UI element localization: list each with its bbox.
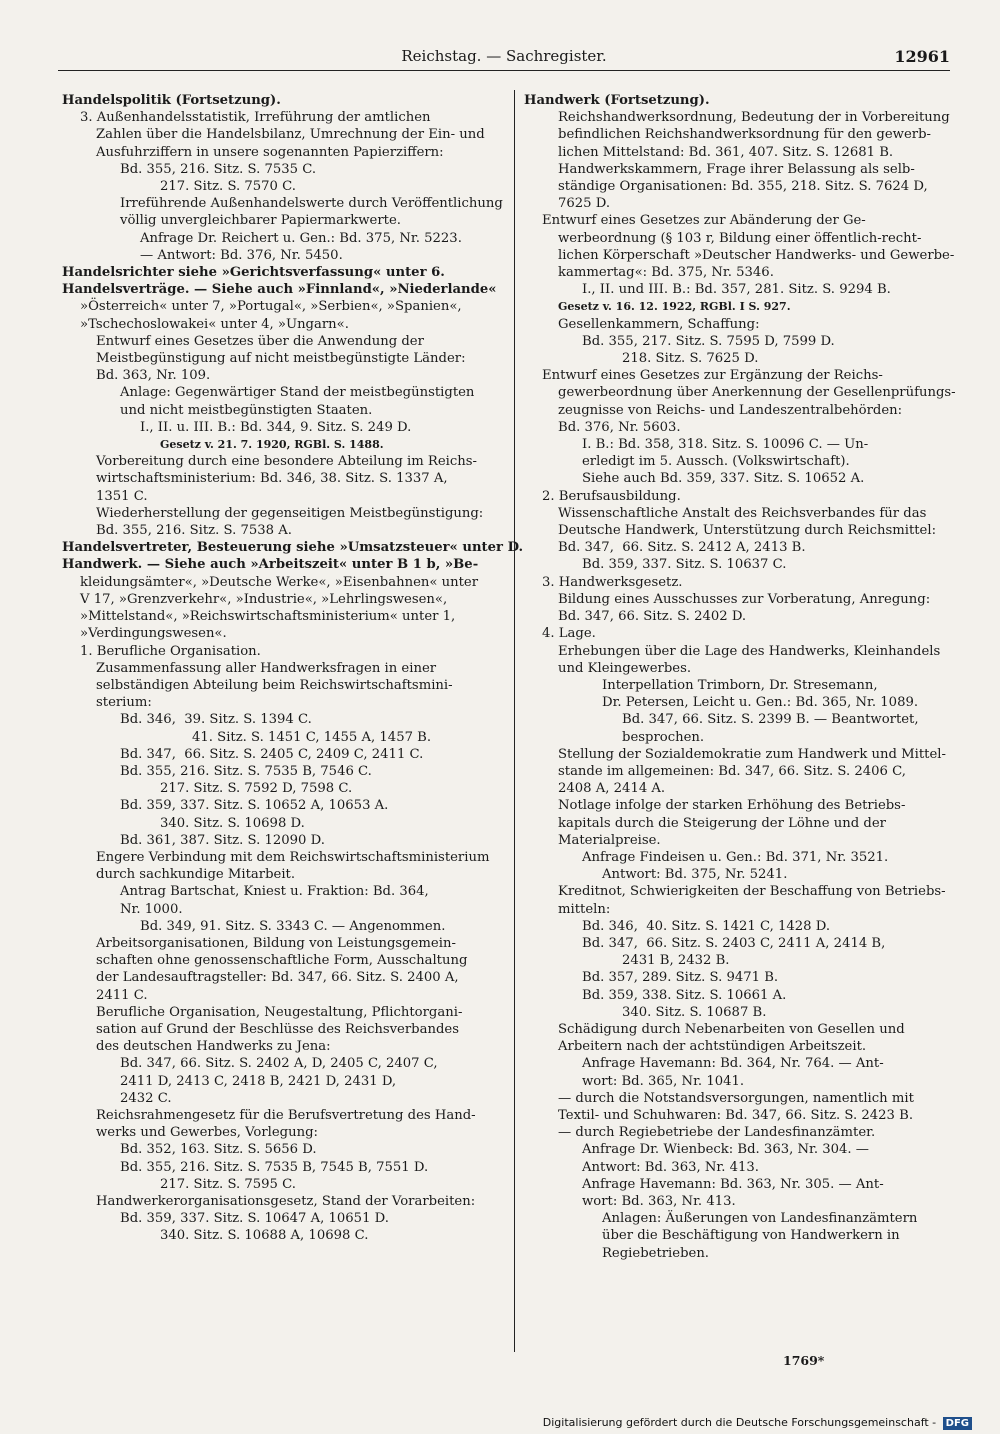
index-line: des deutschen Handwerks zu Jena:: [96, 1039, 331, 1055]
index-line: und Kleingewerbes.: [558, 660, 692, 676]
index-line: mitteln:: [558, 901, 611, 917]
index-line: Meistbegünstigung auf nicht meistbegünstigte Länder:: [96, 351, 466, 367]
index-line: — durch die Notstandsversorgungen, namentlich mit: [558, 1090, 914, 1106]
index-line: Bd. 347, 66. Sitz. S. 2412 A, 2413 B.: [558, 540, 806, 556]
law-citation: Gesetz v. 21. 7. 1920, RGBl. S. 1488.: [160, 438, 384, 452]
index-line: sation auf Grund der Beschlüsse des Reichsverbandes: [96, 1021, 459, 1037]
index-line: 340. Sitz. S. 10688 A, 10698 C.: [160, 1228, 369, 1244]
page-number: 12961: [894, 47, 950, 66]
index-line: 2408 A, 2414 A.: [558, 781, 666, 797]
index-line: Bd. 359, 338. Sitz. S. 10661 A.: [582, 987, 787, 1003]
index-line: Stellung der Sozialdemokratie zum Handwerk und Mittel-: [558, 746, 946, 762]
index-line: Reichshandwerksordnung, Bedeutung der in Vorbereitung: [558, 110, 950, 126]
index-line: Irreführende Außenhandelswerte durch Veröffentlichung: [120, 196, 503, 212]
index-line: Deutsche Handwerk, Unterstützung durch Reichsmittel:: [558, 523, 937, 539]
index-line: zeugnisse von Reichs- und Landeszentralbehörden:: [558, 402, 903, 418]
index-line: sterium:: [96, 695, 152, 711]
index-line: Entwurf eines Gesetzes zur Ergänzung der Reichs-: [542, 368, 883, 384]
index-line: wirtschaftsministerium: Bd. 346, 38. Sitz. S. 1337 A,: [96, 471, 448, 487]
index-line: 3. Außenhandelsstatistik, Irreführung der amtlichen: [80, 110, 431, 126]
index-heading: Handelsrichter siehe »Gerichtsverfassung« unter 6.: [62, 265, 445, 281]
sheet-number: 1769*: [783, 1353, 825, 1368]
index-line: Anfrage Dr. Reichert u. Gen.: Bd. 375, Nr. 5223.: [140, 230, 462, 246]
index-line: Bildung eines Ausschusses zur Vorberatung, Anregung:: [558, 591, 931, 607]
index-line: »Österreich« unter 7, »Portugal«, »Serbien«, »Spanien«,: [80, 299, 462, 315]
index-line: — durch Regiebetriebe der Landesfinanzämter.: [558, 1125, 876, 1141]
index-line: Reichsrahmengesetz für die Berufsvertretung des Hand-: [96, 1107, 476, 1123]
dfg-logo: DFG: [943, 1417, 972, 1430]
law-citation: Gesetz v. 16. 12. 1922, RGBl. I S. 927.: [558, 300, 791, 314]
index-line: Dr. Petersen, Leicht u. Gen.: Bd. 365, Nr. 1089.: [602, 695, 919, 711]
index-heading: Handelspolitik (Fortsetzung).: [62, 93, 281, 108]
index-line: lichen Mittelstand: Bd. 361, 407. Sitz. S. 12681 B.: [558, 144, 894, 160]
index-line: Handwerkskammern, Frage ihrer Belassung als selb-: [558, 161, 915, 177]
index-line: Bd. 355, 216. Sitz. S. 7535 B, 7546 C.: [120, 763, 372, 779]
index-heading: Handwerk. — Siehe auch »Arbeitszeit« unter B 1 b, »Be-: [62, 557, 479, 573]
index-line: Erhebungen über die Lage des Handwerks, Kleinhandels: [558, 643, 941, 659]
index-line: I. B.: Bd. 358, 318. Sitz. S. 10096 C. — Un-: [582, 437, 869, 453]
index-line: Bd. 355, 217. Sitz. S. 7595 D, 7599 D.: [582, 333, 835, 349]
digitization-credit: [543, 1414, 972, 1431]
index-line: Entwurf eines Gesetzes über die Anwendung der: [96, 333, 424, 349]
index-line: Notlage infolge der starken Erhöhung des Betriebs-: [558, 798, 906, 814]
index-line: Bd. 346, 39. Sitz. S. 1394 C.: [120, 712, 312, 728]
index-line: ständige Organisationen: Bd. 355, 218. Sitz. S. 7624 D,: [558, 179, 928, 195]
index-line: Bd. 355, 216. Sitz. S. 7538 A.: [96, 523, 292, 539]
index-line: 1351 C.: [96, 488, 148, 504]
right-column: [524, 92, 956, 1262]
index-line: 3. Handwerksgesetz.: [542, 574, 683, 590]
index-line: Nr. 1000.: [120, 901, 183, 917]
index-line: Bd. 347, 66. Sitz. S. 2399 B. — Beantwortet,: [622, 712, 919, 728]
index-heading: Handwerk (Fortsetzung).: [524, 93, 710, 108]
index-line: 340. Sitz. S. 10698 D.: [160, 815, 305, 831]
index-line: selbständigen Abteilung beim Reichswirtschaftsmini-: [96, 677, 453, 693]
index-line: Ausfuhrziffern in unsere sogenannten Papierziffern:: [96, 144, 444, 160]
index-line: Regiebetrieben.: [602, 1245, 710, 1261]
index-line: kapitals durch die Steigerung der Löhne und der: [558, 815, 886, 831]
index-line: Arbeitsorganisationen, Bildung von Leistungsgemein-: [96, 935, 456, 951]
index-heading: Handelsvertreter, Besteuerung siehe »Umsatzsteuer« unter D.: [62, 540, 524, 556]
index-line: besprochen.: [622, 729, 705, 745]
index-line: stande im allgemeinen: Bd. 347, 66. Sitz. S. 2406 C,: [558, 763, 906, 779]
index-line: Gesellenkammern, Schaffung:: [558, 316, 760, 332]
index-line: V 17, »Grenzverkehr«, »Industrie«, »Lehrlingswesen«,: [80, 591, 448, 607]
index-line: befindlichen Reichshandwerksordnung für den gewerb-: [558, 127, 931, 143]
index-line: Entwurf eines Gesetzes zur Abänderung der Ge-: [542, 213, 866, 229]
index-line: Antrag Bartschat, Kniest u. Fraktion: Bd. 364,: [120, 884, 429, 900]
index-line: Antwort: Bd. 363, Nr. 413.: [582, 1159, 759, 1175]
index-line: Bd. 347, 66. Sitz. S. 2405 C, 2409 C, 2411 C.: [120, 746, 424, 762]
index-line: Bd. 347, 66. Sitz. S. 2402 A, D, 2405 C, 2407 C,: [120, 1056, 438, 1072]
index-line: 4. Lage.: [542, 626, 596, 642]
index-line: Bd. 361, 387. Sitz. S. 12090 D.: [120, 832, 325, 848]
index-line: I., II. und III. B.: Bd. 357, 281. Sitz. S. 9294 B.: [582, 282, 891, 298]
index-line: 217. Sitz. S. 7570 C.: [160, 179, 296, 195]
index-line: Bd. 349, 91. Sitz. S. 3343 C. — Angenommen.: [140, 918, 446, 934]
index-line: Textil- und Schuhwaren: Bd. 347, 66. Sitz. S. 2423 B.: [558, 1107, 914, 1123]
index-line: Bd. 355, 216. Sitz. S. 7535 C.: [120, 161, 317, 177]
index-line: I., II. u. III. B.: Bd. 344, 9. Sitz. S. 249 D.: [140, 419, 412, 435]
index-line: Arbeitern nach der achtstündigen Arbeitszeit.: [558, 1039, 867, 1055]
index-line: Anlagen: Äußerungen von Landesfinanzämtern: [602, 1211, 918, 1227]
index-line: 2411 C.: [96, 987, 148, 1003]
index-heading: Handelsverträge. — Siehe auch »Finnland«, »Niederlande«: [62, 282, 497, 298]
index-line: 2432 C.: [120, 1090, 172, 1106]
index-line: über die Beschäftigung von Handwerkern in: [602, 1228, 900, 1244]
index-line: Bd. 347, 66. Sitz. S. 2402 D.: [558, 609, 747, 625]
index-line: 217. Sitz. S. 7595 C.: [160, 1176, 296, 1192]
index-line: 2411 D, 2413 C, 2418 B, 2421 D, 2431 D,: [120, 1073, 397, 1089]
index-line: Anlage: Gegenwärtiger Stand der meistbegünstigten: [120, 385, 475, 401]
index-line: Interpellation Trimborn, Dr. Stresemann,: [602, 677, 878, 693]
index-line: Bd. 346, 40. Sitz. S. 1421 C, 1428 D.: [582, 918, 831, 934]
index-line: 217. Sitz. S. 7592 D, 7598 C.: [160, 781, 353, 797]
index-line: Bd. 359, 337. Sitz. S. 10637 C.: [582, 557, 787, 573]
left-column: [62, 92, 524, 1245]
page-header: [58, 48, 950, 71]
index-line: durch sachkundige Mitarbeit.: [96, 867, 296, 883]
running-title: Reichstag. — Sachregister.: [401, 47, 607, 65]
index-line: Bd. 363, Nr. 109.: [96, 368, 211, 384]
index-line: werks und Gewerbes, Vorlegung:: [96, 1125, 318, 1141]
index-line: — Antwort: Bd. 376, Nr. 5450.: [140, 247, 343, 263]
index-line: Engere Verbindung mit dem Reichswirtschaftsministerium: [96, 849, 490, 865]
index-line: Materialpreise.: [558, 832, 661, 848]
index-line: »Tschechoslowakei« unter 4, »Ungarn«.: [80, 316, 349, 332]
index-line: der Landesauftragsteller: Bd. 347, 66. Sitz. S. 2400 A,: [96, 970, 459, 986]
index-line: 340. Sitz. S. 10687 B.: [622, 1004, 767, 1020]
credit-text: Digitalisierung gefördert durch die Deutsche Forschungsgemeinschaft -: [542, 1416, 937, 1429]
index-line: Antwort: Bd. 375, Nr. 5241.: [602, 867, 788, 883]
index-line: »Mittelstand«, »Reichswirtschaftsministerium« unter 1,: [80, 609, 456, 625]
index-line: kammertag«: Bd. 375, Nr. 5346.: [558, 265, 774, 281]
index-line: Anfrage Havemann: Bd. 363, Nr. 305. — Ant-: [582, 1176, 884, 1192]
index-line: Zusammenfassung aller Handwerksfragen in einer: [96, 660, 437, 676]
index-line: Zahlen über die Handelsbilanz, Umrechnung der Ein- und: [96, 127, 485, 143]
index-line: Siehe auch Bd. 359, 337. Sitz. S. 10652 A.: [582, 471, 865, 487]
index-line: Bd. 376, Nr. 5603.: [558, 419, 681, 435]
index-line: Berufliche Organisation, Neugestaltung, Pflichtorgani-: [96, 1004, 463, 1020]
index-line: wort: Bd. 363, Nr. 413.: [582, 1194, 736, 1209]
index-line: Anfrage Dr. Wienbeck: Bd. 363, Nr. 304. —: [582, 1142, 869, 1158]
index-line: Anfrage Havemann: Bd. 364, Nr. 764. — Ant-: [582, 1056, 884, 1072]
index-line: 7625 D.: [558, 196, 611, 212]
index-line: erledigt im 5. Aussch. (Volkswirtschaft).: [582, 454, 850, 470]
index-line: gewerbeordnung über Anerkennung der Gesellenprüfungs-: [558, 385, 956, 401]
index-line: Kreditnot, Schwierigkeiten der Beschaffung von Betriebs-: [558, 884, 946, 900]
index-line: wort: Bd. 365, Nr. 1041.: [582, 1073, 745, 1089]
index-line: völlig unvergleichbarer Papiermarkwerte.: [120, 213, 401, 229]
index-line: 2. Berufsausbildung.: [542, 488, 681, 504]
index-line: und nicht meistbegünstigten Staaten.: [120, 402, 373, 418]
index-line: 2431 B, 2432 B.: [622, 953, 730, 969]
index-line: Wissenschaftliche Anstalt des Reichsverbandes für das: [558, 505, 927, 521]
index-line: lichen Körperschaft »Deutscher Handwerks- und Gewerbe-: [558, 247, 955, 263]
index-line: Vorbereitung durch eine besondere Abteilung im Reichs-: [96, 454, 477, 470]
index-line: Bd. 352, 163. Sitz. S. 5656 D.: [120, 1142, 317, 1158]
index-line: Anfrage Findeisen u. Gen.: Bd. 371, Nr. 3521.: [582, 849, 889, 865]
index-line: »Verdingungswesen«.: [80, 626, 227, 642]
index-line: Bd. 357, 289. Sitz. S. 9471 B.: [582, 970, 779, 986]
index-line: Bd. 355, 216. Sitz. S. 7535 B, 7545 B, 7551 D.: [120, 1159, 429, 1175]
index-line: Handwerkerorganisationsgesetz, Stand der Vorarbeiten:: [96, 1194, 476, 1209]
index-line: kleidungsämter«, »Deutsche Werke«, »Eisenbahnen« unter: [80, 574, 479, 590]
index-line: Bd. 347, 66. Sitz. S. 2403 C, 2411 A, 2414 B,: [582, 935, 886, 951]
index-line: Bd. 359, 337. Sitz. S. 10652 A, 10653 A.: [120, 798, 389, 814]
index-line: Wiederherstellung der gegenseitigen Meistbegünstigung:: [96, 505, 484, 521]
index-line: 1. Berufliche Organisation.: [80, 643, 261, 659]
index-line: Bd. 359, 337. Sitz. S. 10647 A, 10651 D.: [120, 1211, 389, 1227]
index-line: 41. Sitz. S. 1451 C, 1455 A, 1457 B.: [192, 729, 432, 745]
index-line: werbeordnung (§ 103 r, Bildung einer öffentlich-recht-: [558, 230, 922, 246]
index-line: Schädigung durch Nebenarbeiten von Gesellen und: [558, 1021, 905, 1037]
index-line: 218. Sitz. S. 7625 D.: [622, 351, 759, 367]
column-divider: [514, 90, 515, 1352]
index-line: schaften ohne genossenschaftliche Form, Ausschaltung: [96, 953, 468, 969]
